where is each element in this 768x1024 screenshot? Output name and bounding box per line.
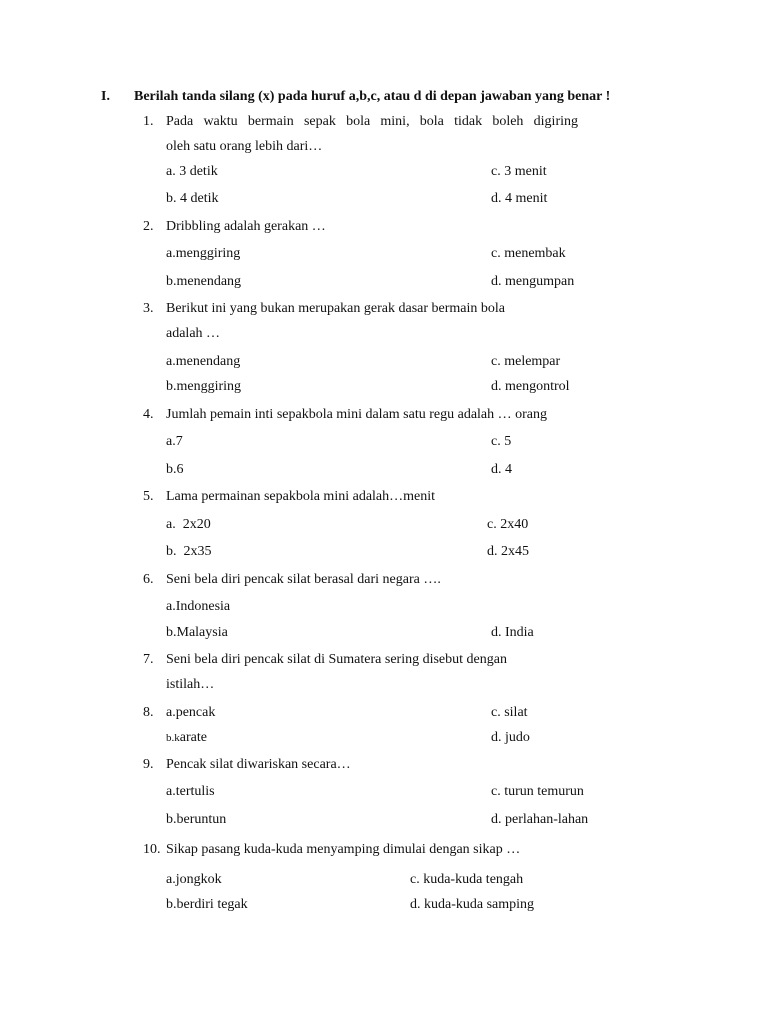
question-text: Jumlah pemain inti sepakbola mini dalam satu regu adalah … orang [166,407,548,422]
question-text-continued: oleh satu orang lebih dari… [166,139,323,154]
section-numeral: I. [101,89,110,104]
option-c: c. menembak [491,246,566,261]
option-b: b.menendang [166,274,242,289]
option-d: d. perlahan-lahan [491,812,589,827]
option-a: a. 3 detik [166,164,218,179]
option-c: c. 5 [491,434,512,449]
option-d: d. judo [491,730,530,745]
question-number: 10. [143,842,161,857]
question-text-continued: adalah … [166,326,221,341]
option-d: d. 4 [491,462,512,477]
question-text: Berikut ini yang bukan merupakan gerak dasar bermain bola [166,301,505,316]
question-text: Lama permainan sepakbola mini adalah…menit [166,489,436,504]
question-number: 4. [143,407,154,422]
option-c: c. silat [491,705,528,720]
question-number: 3. [143,301,154,316]
question-text: Pencak silat diwariskan secara… [166,757,351,772]
option-b: b.beruntun [166,812,227,827]
option-c: c. 2x40 [487,517,529,532]
option-c: c. melempar [491,354,561,369]
section-instruction: Berilah tanda silang (x) pada huruf a,b,c, atau d di depan jawaban yang benar ! [134,89,611,104]
option-d: d. India [491,625,534,640]
option-b-rest: arate [179,730,207,745]
option-a: a.Indonesia [166,599,231,614]
question-text: Seni bela diri pencak silat berasal dari negara …. [166,572,441,587]
question-number: 5. [143,489,154,504]
option-b: b. 2x35 [166,544,212,559]
option-a: a. 2x20 [166,517,211,532]
option-b: b.menggiring [166,379,242,394]
question-text: Pada waktu bermain sepak bola mini, bola tidak boleh digiring [166,114,578,129]
option-b [166,730,207,746]
option-b: b. 4 detik [166,191,219,206]
option-c: c. 3 menit [491,164,547,179]
option-b-prefix: b.k [166,732,180,744]
option-a: a.pencak [166,705,216,720]
question-number: 9. [143,757,154,772]
option-b: b.berdiri tegak [166,897,248,912]
option-a: a.tertulis [166,784,215,799]
question-text: Dribbling adalah gerakan … [166,219,326,234]
question-text-continued: istilah… [166,677,215,692]
option-d: d. mengontrol [491,379,570,394]
question-text: Sikap pasang kuda-kuda menyamping dimulai dengan sikap … [166,842,521,857]
option-d: d. kuda-kuda samping [410,897,535,912]
option-d: d. 4 menit [491,191,548,206]
question-number: 8. [143,705,154,720]
option-c: c. turun temurun [491,784,584,799]
question-number: 1. [143,114,154,129]
option-c: c. kuda-kuda tengah [410,872,524,887]
question-text: Seni bela diri pencak silat di Sumatera sering disebut dengan [166,652,507,667]
option-b: b.6 [166,462,184,477]
question-number: 6. [143,572,154,587]
option-a: a.menggiring [166,246,241,261]
question-number: 7. [143,652,154,667]
question-number: 2. [143,219,154,234]
option-d: d. mengumpan [491,274,575,289]
option-a: a.menendang [166,354,241,369]
option-a: a.7 [166,434,183,449]
option-b: b.Malaysia [166,625,228,640]
option-a: a.jongkok [166,872,222,887]
option-d: d. 2x45 [487,544,529,559]
